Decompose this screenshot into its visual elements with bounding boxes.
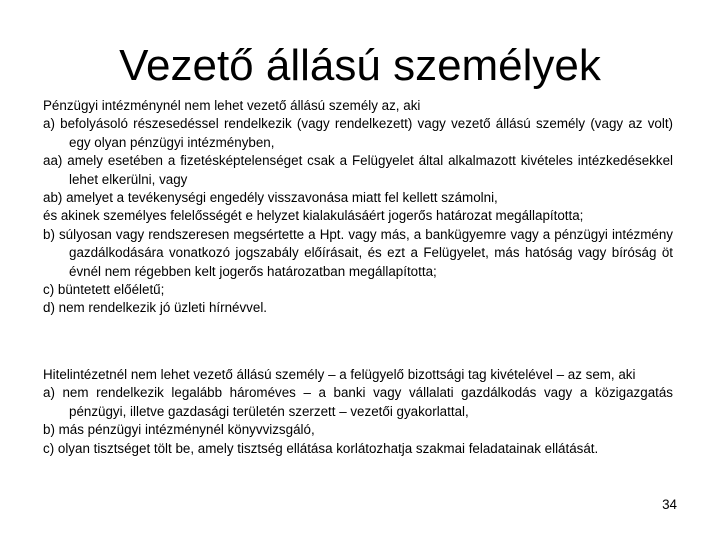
credit-rule-c-paragraph: c) olyan tisztséget tölt be, amely tisztség ellátása korlátozhatja szakmai feladatainak ellátását. <box>43 440 599 456</box>
credit-rule-a-paragraph: a) nem rendelkezik legalább hároméves – a banki vagy vállalati gazdálkodás vagy a közigazgatás pénzügyi, illetve gazdasági területén szerzett – vezetői gyakorlattal, <box>43 385 673 419</box>
intro-paragraph: Pénzügyi intézménynél nem lehet vezető állású személy az, aki <box>43 98 421 113</box>
rule-aa-paragraph: aa) amely esetében a fizetésképtelenséget csak a Felügyelet által alkalmazott kivételes intézkedésekkel lehet elkerülni, vagy <box>43 153 673 187</box>
credit-intro-paragraph: Hitelintézetnél nem lehet vezető állású személy – a felügyelő bizottsági tag kivételével – az sem, aki <box>43 367 636 382</box>
credit-institution-rules-section <box>43 366 673 458</box>
rule-d-paragraph: d) nem rendelkezik jó üzleti hírnévvel. <box>43 300 268 316</box>
rule-c-paragraph: c) büntetett előéletű; <box>43 282 165 298</box>
rule-b-paragraph: b) súlyosan vagy rendszeresen megsértette a Hpt. vagy más, a bankügyemre vagy a pénzügyi intézmény gazdálkodására vonatkozó jogszabály előírásait, és ezt a Felügyelet, más hatóság vagy bíróság öt évnél nem régebben kelt jogerős határozatban megállapította; <box>43 226 673 279</box>
page-number: 34 <box>662 497 677 512</box>
eligibility-rules-section <box>43 97 673 318</box>
credit-rule-b-paragraph: b) más pénzügyi intézménynél könyvvizsgáló, <box>43 422 315 438</box>
slide-title: Vezető állású személyek <box>119 41 601 90</box>
responsibility-paragraph: és akinek személyes felelősségét e helyzet kialakulásáért jogerős határozat megállapította; <box>43 208 584 224</box>
rule-a-paragraph: a) befolyásoló részesedéssel rendelkezik (vagy rendelkezett) vagy vezető állású személy (vagy az volt) egy olyan pénzügyi intézményben, <box>43 116 673 150</box>
rule-ab-paragraph: ab) amelyet a tevékenységi engedély visszavonása miatt fel kellett számolni, <box>43 190 498 206</box>
